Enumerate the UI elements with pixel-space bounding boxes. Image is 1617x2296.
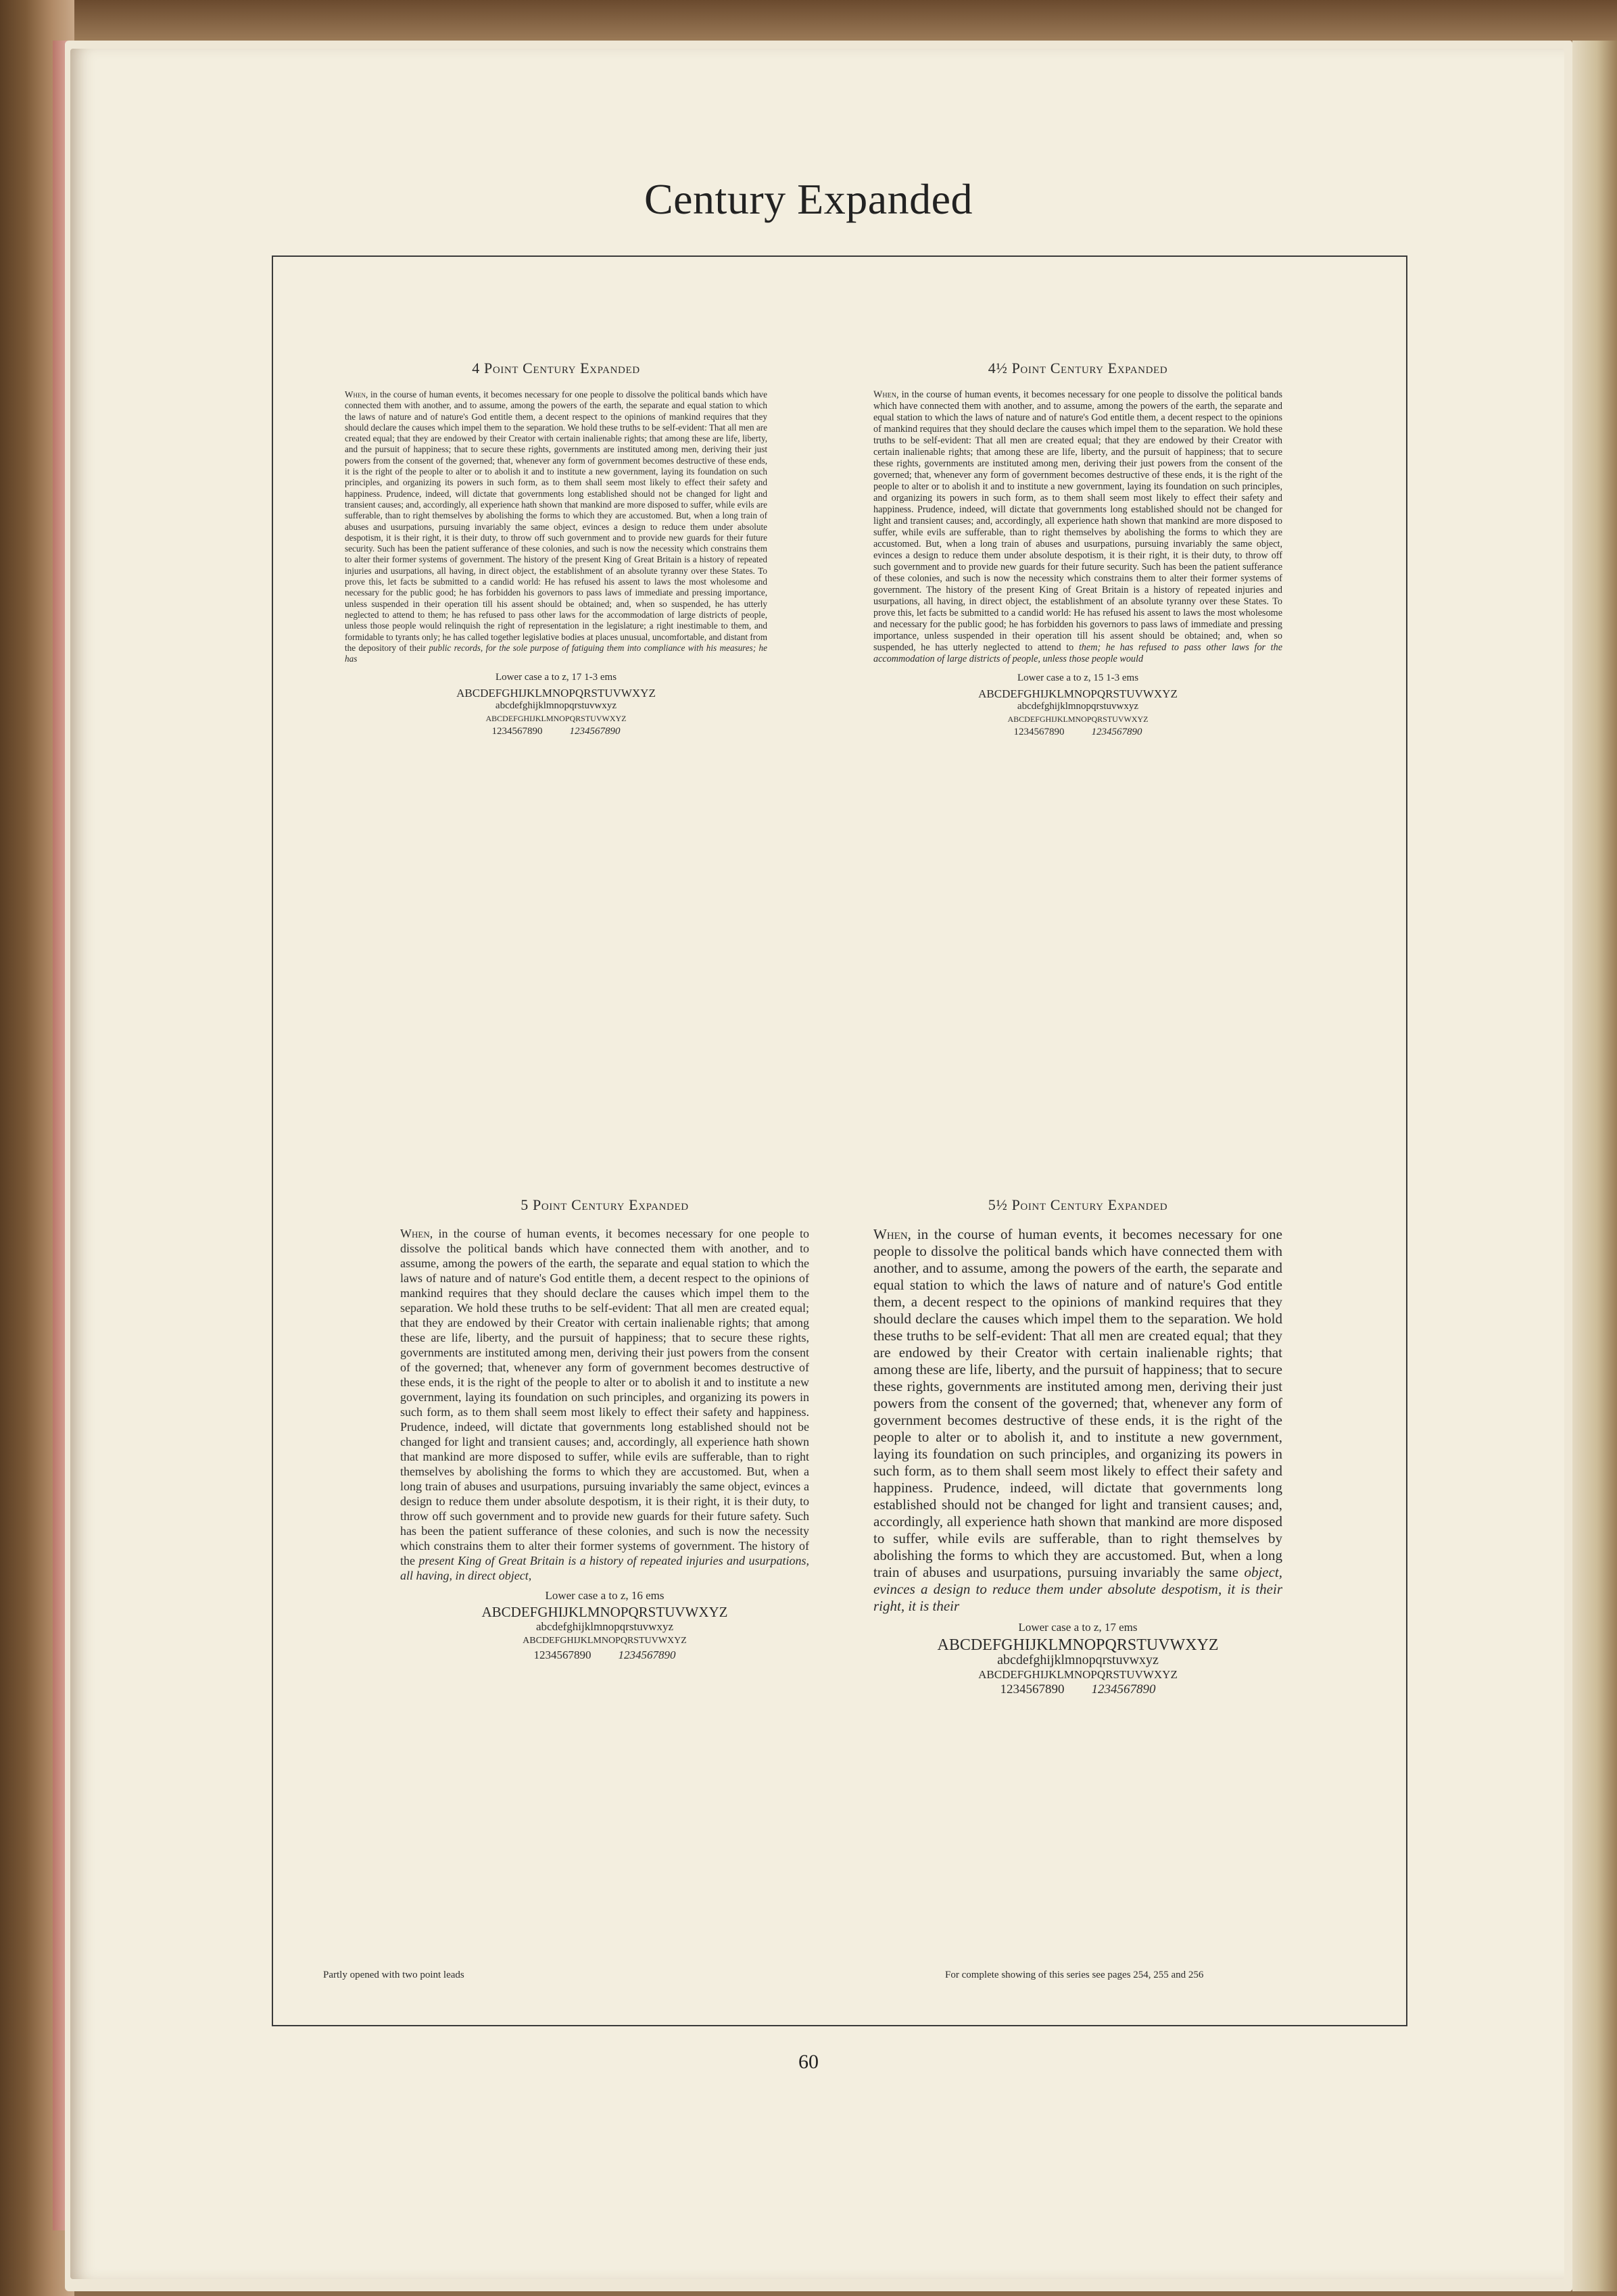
heading-size: 5½	[988, 1196, 1008, 1213]
caps-alphabet: ABCDEFGHIJKLMNOPQRSTUVWXYZ	[456, 687, 656, 700]
figures: 1234567890	[1013, 727, 1065, 737]
specimen-body	[873, 389, 1282, 665]
italic-tail: object, evinces a design to reduce them under absolute despotism, it is their right, it is their	[873, 1564, 1282, 1614]
italic-tail: them; he has refused to pass other laws for the accommodation of large districts of people, unless those people would	[873, 642, 1282, 664]
heading-name: Point Century Expanded	[1011, 1196, 1168, 1213]
caps-alphabet: ABCDEFGHIJKLMNOPQRSTUVWXYZ	[481, 1604, 728, 1620]
book-right-edge	[1572, 41, 1617, 2291]
body-text: , in the course of human events, it becomes necessary for one people to dissolve the political bands which have connected them with another, and to assume, among the powers of the earth, the separate and equal station to which the laws of nature and of nature's God entitle them, a decent respect to the opinions of mankind requires that they should declare the causes which impel them to the separation. We hold these truths to be self-evident: That all men are created equal; that they are endowed by their Creator with certain inalienable rights; that among these are life, liberty, and the pursuit of happiness; that to secure these rights, governments are instituted among men, deriving their just powers from the consent of the governed; that, whenever any form of government becomes destructive of these ends, it is the right of the people to alter or to abolish it and to institute a new government, laying its foundation on such principles, and organizing its powers in such form, as to them shall seem most likely to effect their safety and happiness. Prudence, indeed, will dictate that governments long established should not be changed for light and transient causes; and, accordingly, all experience hath shown that mankind are more disposed to suffer, while evils are sufferable, than to right themselves by abolishing the forms to which they are accustomed. But, when a long train of abuses and usurpations, pursuing invariably the same object, evinces a design to reduce them under absolute despotism, it is their right, it is their duty, to throw off such government and to provide new guards for their future security. Such has been the patient sufferance of these colonies, and such is now the necessity which constrains them to alter their former systems of government. The history of the present King of Great Britain is a history of repeated injuries and usurpations, all having, in direct object, the establishment of an absolute tyranny over these States. To prove this, let facts be submitted to a candid world: He has refused his assent to laws the most wholesome and necessary for the public good; he has forbidden his governors to pass laws of immediate and pressing importance, unless suspended in their operation till his assent should be obtained; and, when so suspended, he has utterly neglected to attend to	[873, 389, 1282, 653]
heading-size: 5	[521, 1196, 529, 1213]
specimen-alphabets	[345, 671, 767, 738]
specimen-heading	[345, 360, 767, 377]
small-caps-alphabet: ABCDEFGHIJKLMNOPQRSTUVWXYZ	[485, 714, 627, 724]
caps-alphabet: ABCDEFGHIJKLMNOPQRSTUVWXYZ	[978, 687, 1178, 700]
specimen-heading	[873, 360, 1282, 377]
lead-word: When	[400, 1227, 430, 1240]
italic-figures: 1234567890	[1091, 1682, 1156, 1696]
specimen-alphabets	[873, 672, 1282, 739]
footnote-leading: Partly opened with two point leads	[323, 1970, 464, 1980]
lower-case-measure: Lower case a to z, 17 ems	[1018, 1621, 1138, 1634]
caps-alphabet: ABCDEFGHIJKLMNOPQRSTUVWXYZ	[937, 1636, 1219, 1654]
heading-name: Point Century Expanded	[484, 360, 640, 376]
specimen-body	[400, 1226, 809, 1583]
specimen-alphabets	[400, 1588, 809, 1662]
figures-row	[400, 1648, 809, 1662]
lower-alphabet: abcdefghijklmnopqrstuvwxyz	[535, 1620, 673, 1633]
lead-word: When	[873, 389, 896, 400]
small-caps-alphabet: ABCDEFGHIJKLMNOPQRSTUVWXYZ	[523, 1636, 687, 1646]
lower-case-measure: Lower case a to z, 16 ems	[545, 1589, 665, 1602]
page-title: Century Expanded	[644, 175, 973, 223]
book-top-edge	[0, 0, 1617, 42]
heading-name: Point Century Expanded	[533, 1196, 689, 1213]
figures: 1234567890	[533, 1648, 592, 1661]
lower-alphabet: abcdefghijklmnopqrstuvwxyz	[495, 700, 617, 712]
body-text: , in the course of human events, it becomes necessary for one people to dissolve the political bands which have connected them with another, and to assume, among the powers of the earth, the separate and equal station to which the laws of nature and of nature's God entitle them, a decent respect to the opinions of mankind requires that they should declare the causes which impel them to the separation. We hold these truths to be self-evident: That all men are created equal; that they are endowed by their Creator with certain inalienable rights; that among these are life, liberty, and the pursuit of happiness; that to secure these rights, governments are instituted among men, deriving their just powers from the consent of the governed; that, whenever any form of government becomes destructive of these ends, it is the right of the people to alter or to abolish it and to institute a new government, laying its foundation on such principles, and organizing its powers in such form, as to them shall seem most likely to effect their safety and happiness. Prudence, indeed, will dictate that governments long established should not be changed for light and transient causes; and, accordingly, all experience hath shown that mankind are more disposed to suffer, while evils are sufferable, than to right themselves by abolishing the forms to which they are accustomed. But, when a long train of abuses and usurpations, pursuing invariably the same object, evinces a design to reduce them under absolute despotism, it is their right, it is their duty, to throw off such government and to provide new guards for their future safety. Such has been the patient sufferance of these colonies, and such is now the necessity which constrains them to alter their former systems of government. The history of the	[400, 1227, 809, 1567]
lower-alphabet: abcdefghijklmnopqrstuvwxyz	[1017, 701, 1139, 712]
specimen-alphabets	[873, 1620, 1282, 1697]
specimen-4pt	[345, 360, 767, 738]
specimen-5-5pt	[873, 1196, 1282, 1697]
small-caps-alphabet: ABCDEFGHIJKLMNOPQRSTUVWXYZ	[978, 1668, 1178, 1681]
lead-word: When	[873, 1226, 908, 1242]
figures-row	[873, 726, 1282, 739]
italic-tail: public records, for the sole purpose of fatiguing them into compliance with his measures; he has	[345, 642, 767, 664]
page-number: 60	[798, 2051, 819, 2073]
specimen-heading	[400, 1196, 809, 1214]
lower-alphabet: abcdefghijklmnopqrstuvwxyz	[997, 1653, 1159, 1667]
body-text: , in the course of human events, it becomes necessary for one people to dissolve the political bands which have connected them with another, and to assume, among the powers of the earth, the separate and equal station to which the laws of nature and of nature's God entitle them, a decent respect to the opinions of mankind requires that they should declare the causes which impel them to the separation. We hold these truths to be self-evident: That all men are created equal; that they are endowed by their Creator with certain inalienable rights; that among these are life, liberty, and the pursuit of happiness; that to secure these rights, governments are instituted among men, deriving their just powers from the consent of the governed; that, whenever any form of government becomes destructive of these ends, it is the right of the people to alter or to abolish it, and to institute a new government, laying its foundation on such principles, and organizing its powers in such form, as to them shall seem most likely to effect their safety and happiness. Prudence, indeed, will dictate that governments long established should not be changed for light and transient causes; and, accordingly, all experience hath shown that mankind are more disposed to suffer, while evils are sufferable, than to right themselves by abolishing the forms to which they are accustomed. But, when a long train of abuses and usurpations, pursuing invariably the same	[873, 1226, 1282, 1580]
heading-size: 4½	[988, 360, 1008, 376]
figures-row	[345, 725, 767, 738]
specimen-4-5pt	[873, 360, 1282, 739]
figures: 1234567890	[1000, 1682, 1065, 1696]
figures: 1234567890	[491, 726, 543, 737]
figures-row	[873, 1682, 1282, 1697]
italic-tail: present King of Great Britain is a history of repeated injuries and usurpations, all having, in direct object,	[400, 1554, 809, 1582]
specimen-heading	[873, 1196, 1282, 1214]
footnote-series-pages: For complete showing of this series see pages 254, 255 and 256	[945, 1970, 1204, 1980]
specimen-body	[345, 389, 767, 664]
italic-figures: 1234567890	[618, 1648, 676, 1661]
heading-size: 4	[472, 360, 480, 376]
body-text: , in the course of human events, it becomes necessary for one people to dissolve the political bands which have connected them with another, and to assume, among the powers of the earth, the separate and equal station to which the laws of nature and of nature's God entitle them, a decent respect to the opinions of mankind requires that they should declare the causes which impel them to the separation. We hold these truths to be self-evident: That all men are created equal; that they are endowed by their Creator with certain inalienable rights; that among these are life, liberty, and the pursuit of happiness; that to secure these rights, governments are instituted among men, deriving their just powers from the consent of the governed; that, whenever any form of government becomes destructive of these ends, it is the right of the people to alter or to abolish it and to institute a new government, laying its foundation on such principles, and organizing its powers in such form, as to them shall seem most likely to effect their safety and happiness. Prudence, indeed, will dictate that governments long established should not be changed for light and transient causes; and, accordingly, all experience hath shown that mankind are more disposed to suffer, while evils are sufferable, than to right themselves by abolishing the forms to which they are accustomed. But, when a long train of abuses and usurpations, pursuing invariably the same object, evinces a design to reduce them under absolute despotism, it is their right, it is their duty, to throw off such government and to provide new guards for their future security. Such has been the patient sufferance of these colonies, and such is now the necessity which constrains them to alter their former systems of government. The history of the present King of Great Britain is a history of repeated injuries and usurpations, all having, in direct object, the establishment of an absolute tyranny over these States. To prove this, let facts be submitted to a candid world: He has refused his assent to laws the most wholesome and necessary for the public good; he has forbidden his governors to pass laws of immediate and pressing importance, unless suspended in their operation till his assent should be obtained; and, when so suspended, he has utterly neglected to attend to them; he has refused to pass other laws for the accommodation of large districts of people, unless those people would relinquish the right of representation in the legislature; a right inestimable to them, and formidable to tyrants only; he has called together legislative bodies at places unusual, uncomfortable, and distant from the depository of their	[345, 389, 767, 653]
small-caps-alphabet: ABCDEFGHIJKLMNOPQRSTUVWXYZ	[1007, 714, 1149, 724]
specimen-body	[873, 1226, 1282, 1615]
lower-case-measure: Lower case a to z, 17 1-3 ems	[495, 672, 617, 683]
italic-figures: 1234567890	[1091, 727, 1142, 737]
italic-figures: 1234567890	[569, 726, 621, 737]
heading-name: Point Century Expanded	[1011, 360, 1168, 376]
specimen-5pt	[400, 1196, 809, 1662]
lower-case-measure: Lower case a to z, 15 1-3 ems	[1017, 673, 1139, 683]
lead-word: When	[345, 389, 366, 399]
